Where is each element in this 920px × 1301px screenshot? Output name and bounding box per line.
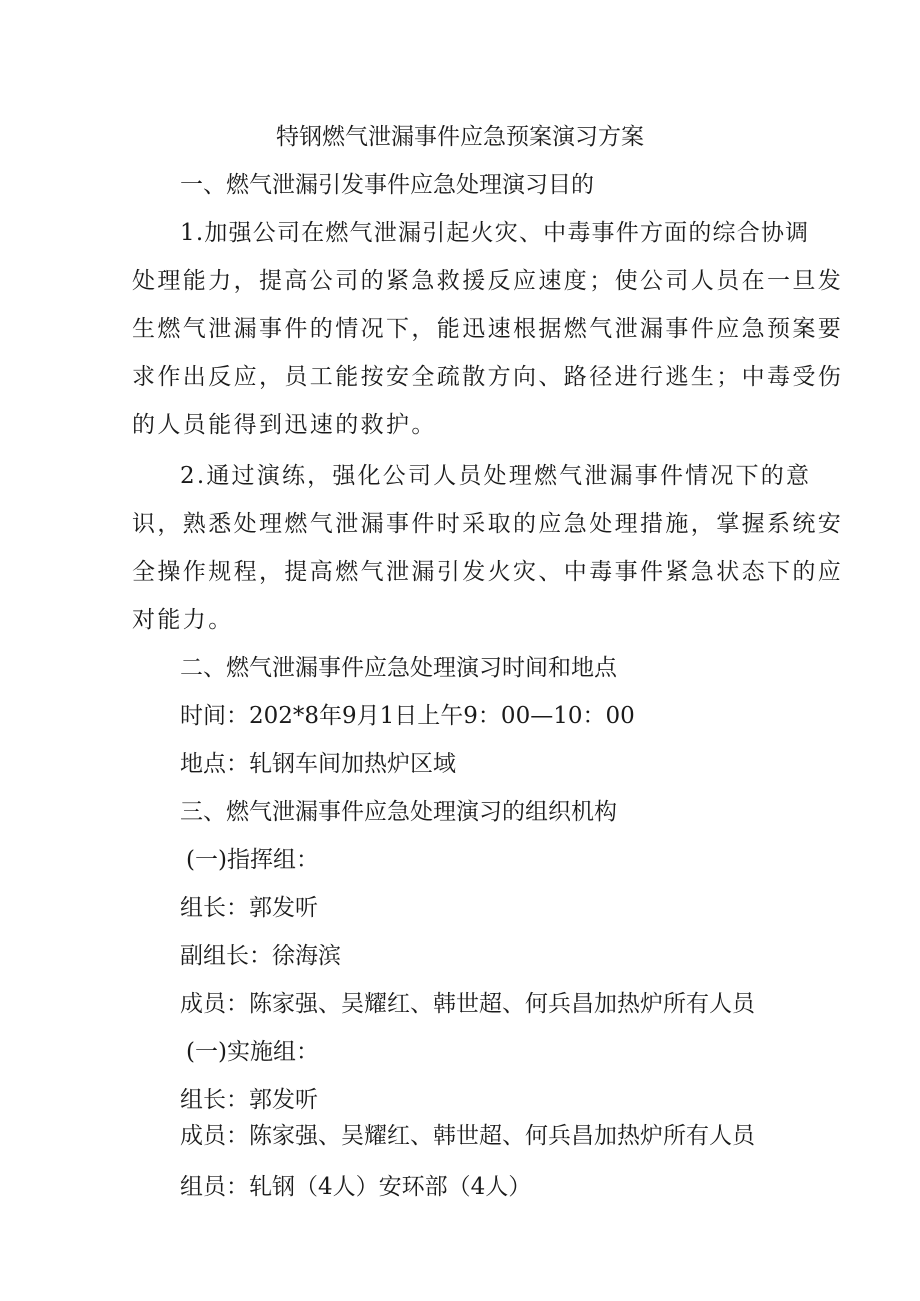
section-1-para-2-line-2: 识，熟悉处理燃气泄漏事件时采取的应急处理措施，掌握系统安	[132, 511, 844, 537]
implement-group-label: (一)实施组：	[186, 1039, 319, 1065]
command-group-label: (一)指挥组：	[186, 847, 319, 873]
section-3-heading: 三、燃气泄漏事件应急处理演习的组织机构	[180, 799, 617, 825]
section-1-para-2-line-3: 全操作规程，提高燃气泄漏引发火灾、中毒事件紧急状态下的应	[132, 559, 844, 585]
section-1-para-1-line-3: 生燃气泄漏事件的情况下，能迅速根据燃气泄漏事件应急预案要	[132, 316, 844, 342]
section-1-para-1-line-2: 处理能力，提高公司的紧急救援反应速度；使公司人员在一旦发	[132, 268, 844, 294]
section-1-para-2-line-1: 2.通过演练，强化公司人员处理燃气泄漏事件情况下的意	[180, 463, 812, 489]
section-1-heading: 一、燃气泄漏引发事件应急处理演习目的	[180, 172, 594, 198]
section-2-heading: 二、燃气泄漏事件应急处理演习时间和地点	[180, 655, 617, 681]
implement-group-staff: 组员：轧钢（4人）安环部（4人）	[180, 1174, 532, 1200]
drill-location: 地点：轧钢车间加热炉区域	[180, 751, 456, 777]
command-group-leader: 组长：郭发听	[180, 895, 318, 921]
implement-group-leader: 组长：郭发听	[180, 1087, 318, 1113]
command-group-deputy: 副组长：徐海滨	[180, 943, 341, 969]
document-title: 特钢燃气泄漏事件应急预案演习方案	[276, 124, 644, 150]
section-1-para-2-line-4: 对能力。	[132, 607, 234, 633]
command-group-members: 成员：陈家强、吴耀红、韩世超、何兵昌加热炉所有人员	[180, 991, 755, 1017]
implement-group-members: 成员：陈家强、吴耀红、韩世超、何兵昌加热炉所有人员	[180, 1123, 755, 1149]
section-1-para-1-line-5: 的人员能得到迅速的救护。	[132, 412, 437, 438]
section-1-para-1-line-4: 求作出反应，员工能按安全疏散方向、路径进行逃生；中毒受伤	[132, 364, 844, 390]
drill-time: 时间：202*8年9月1日上午9：00—10：00	[180, 703, 635, 729]
section-1-para-1-line-1: 1.加强公司在燃气泄漏引起火灾、中毒事件方面的综合协调	[180, 220, 810, 246]
